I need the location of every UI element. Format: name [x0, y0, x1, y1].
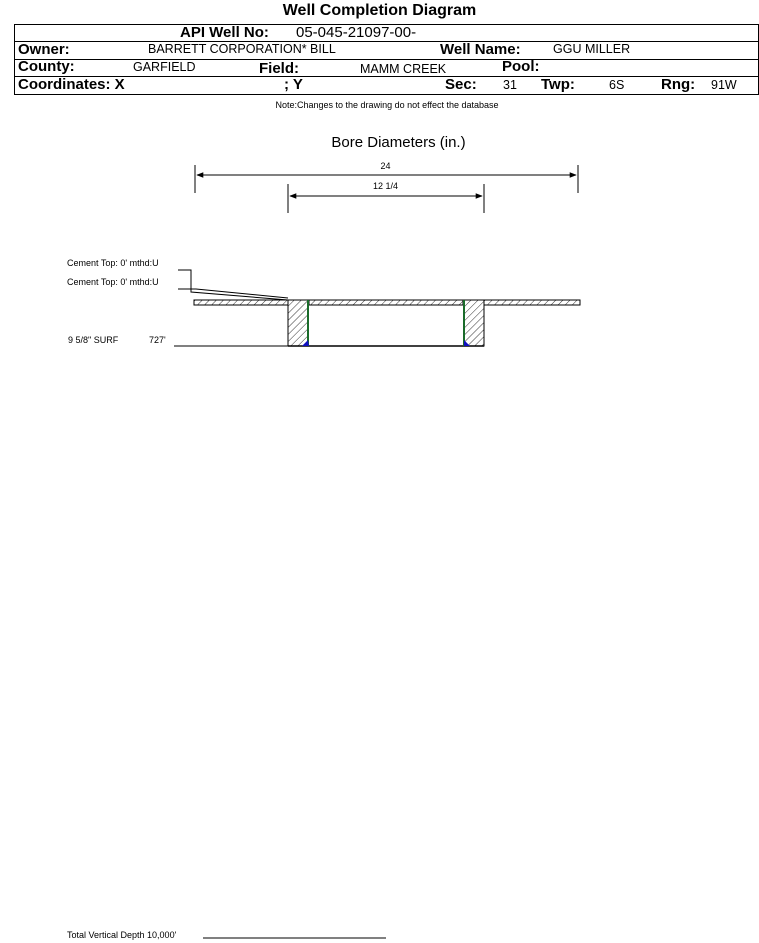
- sec-label: Sec:: [445, 76, 477, 93]
- rng-value: 91W: [711, 78, 737, 92]
- inner-bore-dimension: [288, 184, 484, 213]
- diagram-title: Well Completion Diagram: [282, 2, 477, 19]
- sec-value: 31: [503, 78, 517, 92]
- coordinates-y-label: ; Y: [284, 76, 303, 93]
- pool-label: Pool:: [502, 58, 540, 75]
- rng-label: Rng:: [661, 76, 696, 93]
- well-name-label: Well Name:: [440, 41, 521, 58]
- api-well-label: API Well No:: [180, 24, 269, 41]
- api-well-value: 05-045-21097-00-: [296, 24, 417, 41]
- twp-label: Twp:: [541, 76, 575, 93]
- surface-hole: [288, 300, 484, 346]
- cement-top-label-2: Cement Top: 0' mthd:U: [67, 277, 159, 287]
- casing-name-label: 9 5/8" SURF: [68, 335, 119, 345]
- well-name-value: GGU MILLER: [553, 42, 631, 56]
- twp-value: 6S: [609, 78, 625, 92]
- bore-diameters-title: Bore Diameters (in.): [331, 134, 466, 151]
- annotation-leaders: [174, 270, 386, 938]
- database-note: Note:Changes to the drawing do not effect the database: [275, 100, 499, 110]
- coordinates-x-label: Coordinates: X: [18, 76, 125, 93]
- county-label: County:: [18, 58, 75, 75]
- casing-depth-label: 727': [149, 335, 166, 345]
- outer-bore-dimension: [195, 165, 578, 193]
- field-value: MAMM CREEK: [360, 62, 447, 76]
- field-label: Field:: [259, 60, 299, 77]
- outer-diameter-label: 24: [380, 161, 391, 171]
- county-value: GARFIELD: [133, 60, 196, 74]
- inner-diameter-label: 12 1/4: [372, 181, 399, 191]
- cement-top-label-1: Cement Top: 0' mthd:U: [67, 258, 159, 268]
- owner-value: BARRETT CORPORATION* BILL: [148, 42, 336, 56]
- total-depth-label: Total Vertical Depth 10,000': [67, 930, 177, 940]
- owner-label: Owner:: [18, 41, 70, 58]
